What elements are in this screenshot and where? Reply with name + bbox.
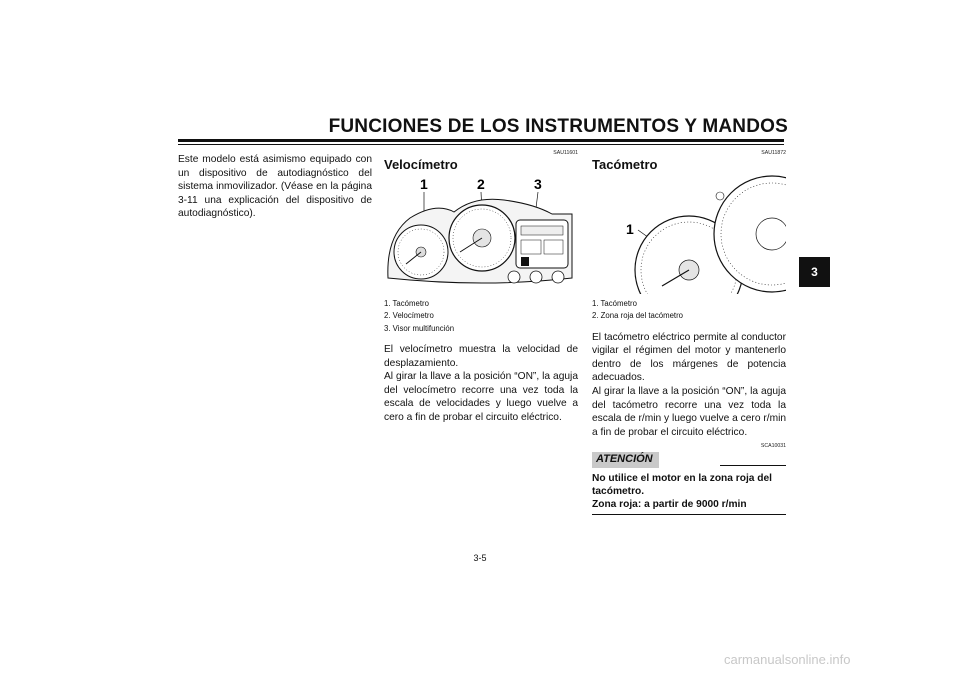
figure-caption — [384, 298, 578, 336]
warning-code: SCA10031 — [760, 443, 786, 450]
caption-item: 1. Tacómetro — [592, 298, 637, 308]
section-code: SAU11601 — [553, 150, 578, 156]
section-heading-tachometer: Tacómetro — [592, 157, 658, 172]
column-middle — [384, 150, 578, 425]
tachometer-paragraph-1: El tacómetro eléctrico permite al conductor vigilar el régimen del motor y mantenerlo dentro de los márgenes de potencia adecuados. — [592, 331, 786, 384]
callout-2: 2 — [477, 175, 485, 192]
caption-item: 3. Visor multifunción — [384, 323, 455, 333]
caption-item: 2. Velocímetro — [384, 311, 434, 321]
callout-3: 3 — [534, 175, 542, 192]
column-left — [178, 153, 372, 221]
warning-label: ATENCIÓN — [592, 452, 659, 468]
figure-caption — [592, 298, 786, 323]
callout-1: 1 — [626, 220, 634, 237]
page-number: 3-5 — [473, 553, 487, 563]
chapter-tab: 3 — [799, 257, 830, 287]
speedometer-paragraph-2: Al girar la llave a la posición “ON”, la aguja del velocímetro recorre una vez toda la escala de velocidades y luego vuelve a cero a fin de probar el circuito eléctrico. — [384, 371, 578, 424]
warning-header — [592, 452, 786, 468]
callout-1: 1 — [420, 175, 428, 192]
tachometer-illustration — [592, 174, 786, 294]
instrument-cluster-illustration — [384, 174, 578, 294]
warning-line-2: Zona roja: a partir de 9000 r/min — [592, 499, 747, 511]
intro-paragraph: Este modelo está asimismo equipado con un dispositivo de autodiagnóstico del sistema inmovilizador. (Véase en la página 3-11 una explicación del dispositivo de autodiagnóstico). — [178, 154, 372, 220]
caption-item: 1. Tacómetro — [384, 298, 429, 308]
caption-item: 2. Zona roja del tacómetro — [592, 311, 684, 321]
tachometer-paragraph-2: Al girar la llave a la posición “ON”, la aguja del tacómetro recorre una vez toda la escala de r/min y luego vuelve a cero r/min a fin de probar el circuito eléctrico. — [592, 385, 786, 438]
warning-line-1: No utilice el motor en la zona roja del tacómetro. — [592, 473, 773, 498]
title-rule-thin — [178, 144, 784, 145]
warning-rule — [720, 465, 786, 466]
tachometer-figure — [592, 174, 786, 294]
title-rule — [178, 139, 784, 142]
section-code: SAU11872 — [761, 150, 786, 156]
instrument-cluster-figure — [384, 174, 578, 294]
warning-text — [592, 472, 786, 511]
section-heading-speedometer: Velocímetro — [384, 157, 458, 172]
watermark: carmanualsonline.info — [724, 652, 851, 667]
column-right — [592, 150, 786, 515]
speedometer-paragraph-1: El velocímetro muestra la velocidad de desplazamiento. — [384, 344, 578, 369]
page-title: FUNCIONES DE LOS INSTRUMENTOS Y MANDOS — [328, 116, 788, 137]
warning-bottom-rule — [592, 514, 786, 515]
